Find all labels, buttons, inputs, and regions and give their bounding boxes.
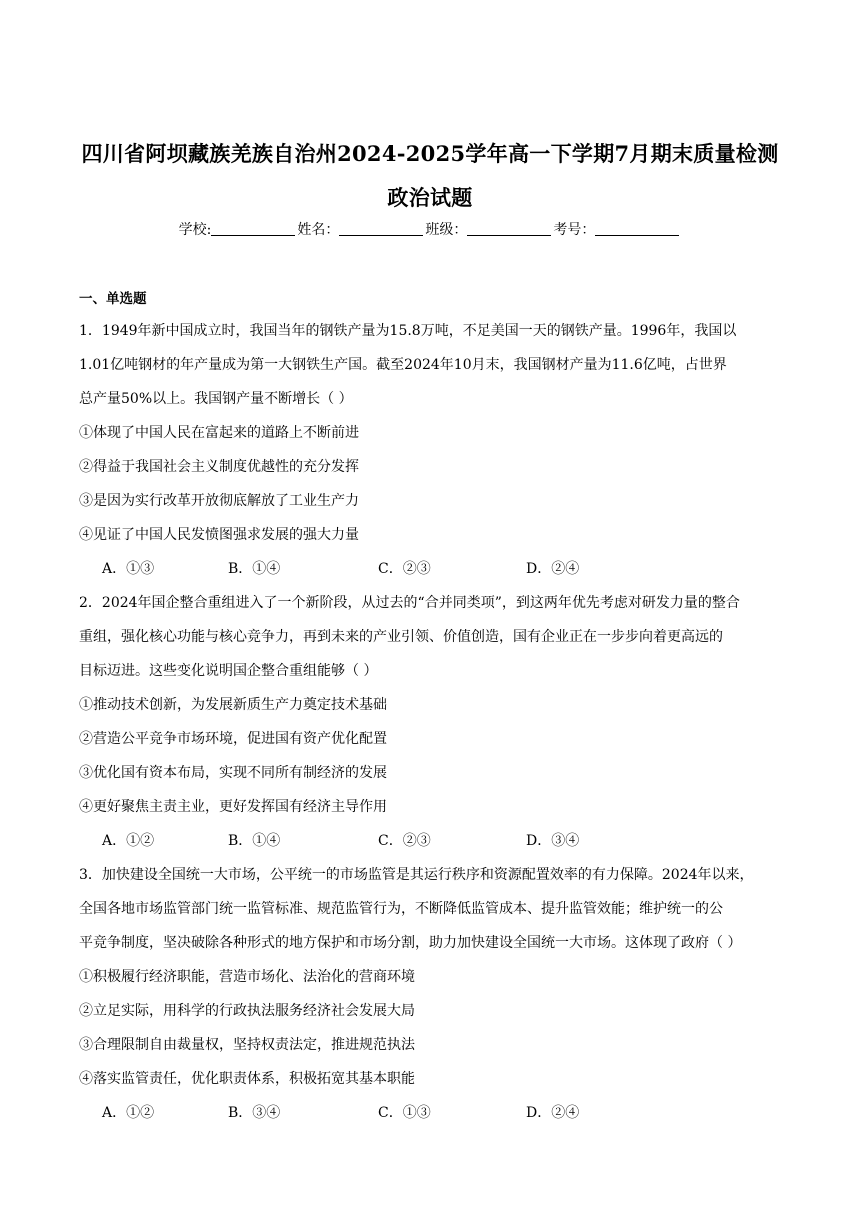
question-stem-line: 2．2024年国企整合重组进入了一个新阶段，从过去的“合并同类项”，到这两年优先考虑对研发力量的整合 xyxy=(79,595,740,611)
option-a[interactable]: A．①③ xyxy=(102,561,155,577)
exam-number-label: 考号： xyxy=(553,222,596,238)
statement: ①积极履行经济职能，营造市场化、法治化的营商环境 xyxy=(79,969,415,985)
exam-title: 四川省阿坝藏族羌族自治州2024-2025学年高一下学期7月期末质量检测 xyxy=(81,141,779,166)
statement: ①推动技术创新，为发展新质生产力奠定技术基础 xyxy=(79,697,387,713)
statement: ④落实监管责任，优化职责体系，积极拓宽其基本职能 xyxy=(79,1071,415,1087)
student-info-row xyxy=(0,219,860,239)
question-stem-line: 重组，强化核心功能与核心竞争力，再到未来的产业引领、价值创造，国有企业正在一步步向着更高远的 xyxy=(79,629,723,645)
statement: ①体现了中国人民在富起来的道路上不断前进 xyxy=(79,425,359,441)
statement: ④见证了中国人民发愤图强求发展的强大力量 xyxy=(79,527,359,543)
question-stem-line: 1．1949年新中国成立时，我国当年的钢铁产量为15.8万吨，不足美国一天的钢铁产量。1996年，我国以 xyxy=(79,323,737,339)
option-b[interactable]: B．①④ xyxy=(228,833,281,849)
exam-subtitle: 政治试题 xyxy=(387,185,473,210)
class-label: 班级： xyxy=(425,222,468,238)
question-stem-line: 目标迈进。这些变化说明国企整合重组能够（ ） xyxy=(79,663,378,679)
question-stem-line: 平竞争制度，坚决破除各种形式的地方保护和市场分割，助力加快建设全国统一大市场。这体现了政府（ ） xyxy=(79,935,742,951)
statement: ③合理限制自由裁量权，坚持权责法定，推进规范执法 xyxy=(79,1037,415,1053)
question-stem-line: 1.01亿吨钢材的年产量成为第一大钢铁生产国。截至2024年10月末，我国钢材产量为11.6亿吨，占世界 xyxy=(79,357,727,373)
question-stem-line: 总产量50%以上。我国钢产量不断增长（ ） xyxy=(79,391,353,407)
option-d[interactable]: D．②④ xyxy=(526,561,580,577)
statement: ④更好聚焦主责主业，更好发挥国有经济主导作用 xyxy=(79,799,387,815)
class-blank[interactable] xyxy=(467,221,551,236)
option-a[interactable]: A．①② xyxy=(102,833,155,849)
name-label: 姓名： xyxy=(297,222,340,238)
school-blank[interactable] xyxy=(211,221,295,236)
option-d[interactable]: D．③④ xyxy=(526,833,580,849)
option-b[interactable]: B．③④ xyxy=(228,1105,281,1121)
section-heading: 一、单选题 xyxy=(79,291,147,307)
exam-number-blank[interactable] xyxy=(595,221,679,236)
statement: ②营造公平竞争市场环境，促进国有资产优化配置 xyxy=(79,731,387,747)
statement: ③优化国有资本布局，实现不同所有制经济的发展 xyxy=(79,765,387,781)
statement: ②得益于我国社会主义制度优越性的充分发挥 xyxy=(79,459,359,475)
option-a[interactable]: A．①② xyxy=(102,1105,155,1121)
option-c[interactable]: C．②③ xyxy=(378,561,431,577)
statement: ②立足实际，用科学的行政执法服务经济社会发展大局 xyxy=(79,1003,415,1019)
question-stem-line: 全国各地市场监管部门统一监管标准、规范监管行为，不断降低监管成本、提升监管效能；维护统一的公 xyxy=(79,901,723,917)
statement: ③是因为实行改革开放彻底解放了工业生产力 xyxy=(79,493,359,509)
name-blank[interactable] xyxy=(339,221,423,236)
option-b[interactable]: B．①④ xyxy=(228,561,281,577)
option-d[interactable]: D．②④ xyxy=(526,1105,580,1121)
question-stem-line: 3．加快建设全国统一大市场，公平统一的市场监管是其运行秩序和资源配置效率的有力保障。2024年以来， xyxy=(79,867,754,883)
option-c[interactable]: C．②③ xyxy=(378,833,431,849)
school-label: 学校: xyxy=(178,222,212,238)
option-c[interactable]: C．①③ xyxy=(378,1105,431,1121)
